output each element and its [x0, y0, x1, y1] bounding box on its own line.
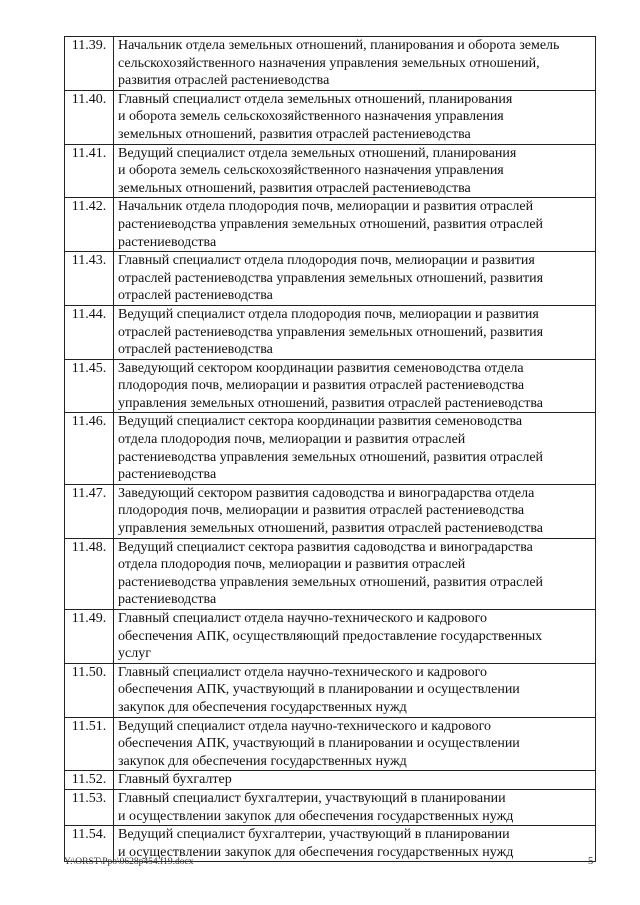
table-row	[65, 413, 596, 484]
row-number: 11.53.	[65, 789, 114, 825]
position-title: Главный специалист отдела земельных отношений, планирования и оборота земель сельскохозяйственного назначения управления земельных отношений, развития отраслей растениеводства	[114, 90, 596, 144]
table-row	[65, 789, 596, 825]
position-title: Ведущий специалист отдела научно-технического и кадрового обеспечения АПК, участвующий в планировании и осуществлении закупок для обеспечения государственных нужд	[114, 717, 596, 771]
position-title: Главный специалист бухгалтерии, участвующий в планировании и осуществлении закупок для обеспечения государственных нужд	[114, 789, 596, 825]
position-title: Начальник отдела земельных отношений, планирования и оборота земель сельскохозяйственного назначения управления земельных отношений, развития отраслей растениеводства	[114, 37, 596, 91]
row-number: 11.41.	[65, 144, 114, 198]
position-title: Заведующий сектором координации развития семеноводства отдела плодородия почв, мелиорации и развития отраслей растениеводства управления земельных отношений, развития отраслей растениеводства	[114, 359, 596, 413]
position-title: Ведущий специалист сектора координации развития семеноводства отдела плодородия почв, мелиорации и развития отраслей растениеводства управления земельных отношений, развития отраслей растениеводства	[114, 413, 596, 484]
row-number: 11.44.	[65, 305, 114, 359]
table-row	[65, 359, 596, 413]
position-title: Ведущий специалист отдела плодородия почв, мелиорации и развития отраслей растениеводства управления земельных отношений, развития отраслей растениеводства	[114, 305, 596, 359]
row-number: 11.46.	[65, 413, 114, 484]
table-row	[65, 610, 596, 664]
row-number: 11.49.	[65, 610, 114, 664]
row-number: 11.50.	[65, 663, 114, 717]
position-title: Ведущий специалист бухгалтерии, участвующий в планировании и осуществлении закупок для обеспечения государственных нужд	[114, 826, 596, 862]
row-number: 11.52.	[65, 771, 114, 790]
table-row	[65, 37, 596, 91]
table-row	[65, 198, 596, 252]
position-title: Главный специалист отдела научно-технического и кадрового обеспечения АПК, участвующий в планировании и осуществлении закупок для обеспечения государственных нужд	[114, 663, 596, 717]
row-number: 11.51.	[65, 717, 114, 771]
position-title: Заведующий сектором развития садоводства и виноградарства отдела плодородия почв, мелиорации и развития отраслей растениеводства управления земельных отношений, развития отраслей растениеводства	[114, 484, 596, 538]
position-title: Ведущий специалист отдела земельных отношений, планирования и оборота земель сельскохозяйственного назначения управления земельных отношений, развития отраслей растениеводства	[114, 144, 596, 198]
row-number: 11.40.	[65, 90, 114, 144]
position-title: Ведущий специалист сектора развития садоводства и виноградарства отдела плодородия почв, мелиорации и развития отраслей растениеводства управления земельных отношений, развития отраслей растениеводства	[114, 538, 596, 609]
footer-file-path: Y:\ORST\Ppo\0628p454.f19.docx	[64, 857, 194, 867]
table-row	[65, 663, 596, 717]
table-row	[65, 305, 596, 359]
positions-table	[64, 36, 596, 862]
row-number: 11.48.	[65, 538, 114, 609]
row-number: 11.54.	[65, 826, 114, 862]
row-number: 11.42.	[65, 198, 114, 252]
table-row	[65, 252, 596, 306]
position-title: Начальник отдела плодородия почв, мелиорации и развития отраслей растениеводства управления земельных отношений, развития отраслей растениеводства	[114, 198, 596, 252]
row-number: 11.45.	[65, 359, 114, 413]
table-row	[65, 144, 596, 198]
table-row	[65, 717, 596, 771]
table-row	[65, 538, 596, 609]
table-row	[65, 484, 596, 538]
position-title: Главный бухгалтер	[114, 771, 596, 790]
position-title: Главный специалист отдела плодородия почв, мелиорации и развития отраслей растениеводства управления земельных отношений, развития отраслей растениеводства	[114, 252, 596, 306]
table-row	[65, 771, 596, 790]
table-row	[65, 90, 596, 144]
footer-page-number: 5	[588, 856, 594, 867]
position-title: Главный специалист отдела научно-технического и кадрового обеспечения АПК, осуществляющий предоставление государственных услуг	[114, 610, 596, 664]
row-number: 11.47.	[65, 484, 114, 538]
row-number: 11.39.	[65, 37, 114, 91]
positions-table-body	[65, 37, 596, 862]
row-number: 11.43.	[65, 252, 114, 306]
